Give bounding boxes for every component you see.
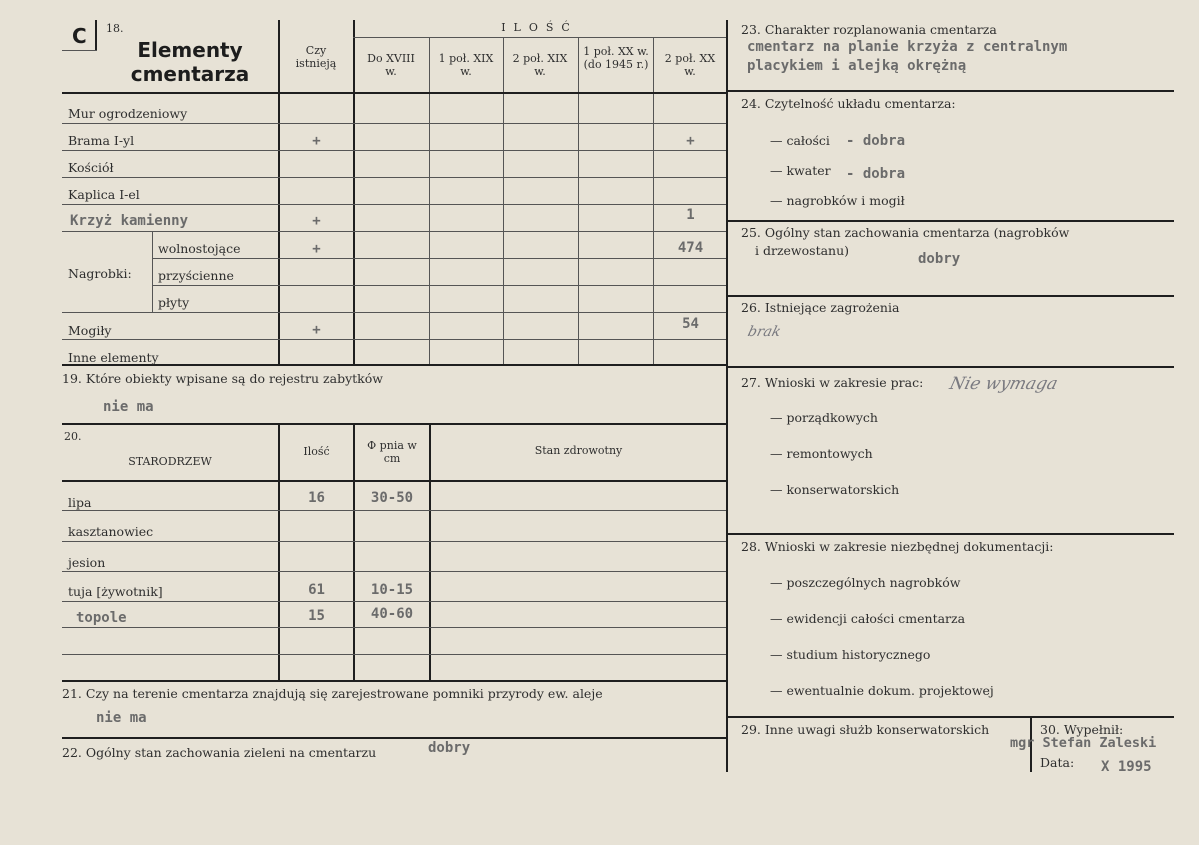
cross-xx2: 1 xyxy=(686,207,695,223)
tree-qty: 15 xyxy=(308,608,325,624)
t18-qty-line xyxy=(353,37,726,38)
section-number: 18. xyxy=(106,22,124,35)
period-header: 1 poł. XIX w. xyxy=(438,52,494,78)
t18-row-line xyxy=(62,204,726,205)
letter-box-right xyxy=(95,20,97,50)
s20-trunk-header: Φ pnia w cm xyxy=(367,439,417,465)
s28-item: — ewentualnie dokum. projektowej xyxy=(770,683,994,698)
t18-col-line xyxy=(503,38,504,364)
s26-label: 26. Istniejące zagrożenia xyxy=(741,300,900,315)
s28-label: 28. Wnioski w zakresie niezbędnej dokumentacji: xyxy=(741,539,1054,554)
t20-row-line xyxy=(62,627,726,628)
t20-col-line xyxy=(278,424,280,680)
tree-name: tuja [żywotnik] xyxy=(68,584,163,599)
row-label-gate: Brama I-yl xyxy=(68,133,135,148)
t18-row-line xyxy=(152,285,726,286)
exists-column-header: Czy istnieją xyxy=(295,44,337,70)
section-letter: C xyxy=(72,24,87,48)
t20-row-line xyxy=(62,601,726,602)
t18-col-line xyxy=(429,38,430,364)
row-label-tombstones: Nagrobki: xyxy=(68,266,132,281)
t18-row-line xyxy=(62,312,726,313)
t18-row-line xyxy=(62,339,726,340)
s29-label: 29. Inne uwagi służb konserwatorskich xyxy=(741,722,990,737)
s24-value: - dobra xyxy=(846,133,906,149)
row-label-wall: Mur ogrodzeniowy xyxy=(68,106,188,121)
s19-top xyxy=(62,364,726,366)
t18-head-line xyxy=(62,92,726,94)
s20-qty-header: Ilość xyxy=(303,445,330,458)
period-header: 2 poł. XIX w. xyxy=(512,52,568,78)
tree-name: lipa xyxy=(68,495,92,510)
s28-item: — studium historycznego xyxy=(770,647,931,662)
quantity-header: ILOŚĆ xyxy=(501,21,578,34)
s22-label: 22. Ogólny stan zachowania zieleni na cmentarzu xyxy=(62,745,377,760)
t18-col-line xyxy=(578,38,579,364)
row-label-graves: Mogiły xyxy=(68,323,112,338)
s30-label: 30. Wypełnił: xyxy=(1040,722,1124,737)
gate-exists: + xyxy=(312,133,321,149)
tree-trunk: 40-60 xyxy=(370,606,414,622)
s25-value: dobry xyxy=(918,251,961,267)
tree-name: jesion xyxy=(68,555,106,570)
s30-date-label: Data: xyxy=(1040,755,1075,770)
tree-name: topole xyxy=(76,610,127,626)
s27-top xyxy=(728,366,1174,368)
s27-item: — remontowych xyxy=(770,446,873,461)
tree-trunk: 30-50 xyxy=(370,490,414,506)
period-header: Do XVIII w. xyxy=(367,52,415,78)
freestanding-xx2: 474 xyxy=(677,240,704,256)
s24-item: — całości xyxy=(770,133,830,148)
s20-top xyxy=(62,423,726,425)
s24-label: 24. Czytelność układu cmentarza: xyxy=(741,96,956,111)
s27-item: — konserwatorskich xyxy=(770,482,900,497)
t18-row-line xyxy=(62,150,726,151)
s27-item: — porządkowych xyxy=(770,410,878,425)
s24-value: - dobra xyxy=(846,166,906,182)
t18-row-line xyxy=(62,177,726,178)
t18-row-line xyxy=(62,123,726,124)
page-title: cmentarza xyxy=(130,62,250,86)
t20-row-line xyxy=(62,654,726,655)
t18-row-line xyxy=(152,258,726,259)
s28-item: — ewidencji całości cmentarza xyxy=(770,611,966,626)
center-divider xyxy=(726,20,728,772)
s30-name: mgr Stefan Zaleski xyxy=(1010,735,1157,751)
t20-head-line xyxy=(62,480,726,482)
s21-label: 21. Czy na terenie cmentarza znajdują się zarejestrowane pomniki przyrody ew. aleje xyxy=(62,686,603,701)
s19-value: nie ma xyxy=(103,399,154,415)
s24-item: — nagrobków i mogił xyxy=(770,193,905,208)
s21-top xyxy=(62,680,726,682)
s28-top xyxy=(728,533,1174,535)
s29-top xyxy=(728,716,1174,718)
tree-trunk: 10-15 xyxy=(370,582,414,598)
tree-name: kasztanowiec xyxy=(68,524,154,539)
row-label-freestanding: wolnostojące xyxy=(158,241,241,256)
t20-col-line xyxy=(353,424,355,680)
s24-top xyxy=(728,90,1174,92)
s25-top xyxy=(728,220,1174,222)
t20-row-line xyxy=(62,571,726,572)
s20-health-header: Stan zdrowotny xyxy=(534,444,623,457)
s26-top xyxy=(728,295,1174,297)
page-title: Elementy xyxy=(137,38,243,62)
tree-qty: 61 xyxy=(308,582,325,598)
graves-exists: + xyxy=(312,322,321,338)
s25-label: i drzewostanu) xyxy=(755,243,850,258)
t20-row-line xyxy=(62,541,726,542)
row-label-church: Kościół xyxy=(68,160,114,175)
row-label-chapel: Kaplica I-el xyxy=(68,187,140,202)
graves-xx2: 54 xyxy=(682,316,699,332)
s27-value: Nie wymaga xyxy=(947,374,1060,394)
s20-number: 20. xyxy=(64,430,82,443)
s23-label: 23. Charakter rozplanowania cmentarza xyxy=(741,22,997,37)
t20-row-line xyxy=(62,510,726,511)
t20-col-line xyxy=(429,424,431,680)
s23-value: placykiem i alejką okrężną xyxy=(747,58,967,74)
t18-col-line xyxy=(653,38,654,364)
s27-label: 27. Wnioski w zakresie prac: xyxy=(741,375,924,390)
cross-exists: + xyxy=(312,213,321,229)
s19-label: 19. Które obiekty wpisane są do rejestru zabytków xyxy=(62,371,383,386)
s23-value: cmentarz na planie krzyża z centralnym xyxy=(747,39,1068,55)
s30-date: X 1995 xyxy=(1101,759,1152,775)
t18-row-line xyxy=(62,231,726,232)
nagrobki-bracket xyxy=(152,231,153,312)
tree-qty: 16 xyxy=(308,490,325,506)
freestanding-exists: + xyxy=(312,241,321,257)
row-label-stone-cross: Krzyż kamienny xyxy=(70,213,189,229)
s26-value: brak xyxy=(746,324,783,340)
gate-xx2: + xyxy=(686,133,695,149)
period-header: 1 poł. XX w. (do 1945 r.) xyxy=(583,45,649,71)
row-label-other: Inne elementy xyxy=(68,350,159,365)
s22-value: dobry xyxy=(428,740,471,756)
s20-title: STARODRZEW xyxy=(128,455,212,468)
s22-top xyxy=(62,737,726,739)
row-label-slabs: płyty xyxy=(158,295,190,310)
s21-value: nie ma xyxy=(96,710,147,726)
row-label-wall-mounted: przyścienne xyxy=(158,268,234,283)
letter-box-bottom xyxy=(62,50,97,51)
period-header: 2 poł. XX w. xyxy=(664,52,716,78)
s25-label: 25. Ogólny stan zachowania cmentarza (nagrobków xyxy=(741,225,1070,240)
s28-item: — poszczególnych nagrobków xyxy=(770,575,961,590)
s24-item: — kwater xyxy=(770,163,831,178)
